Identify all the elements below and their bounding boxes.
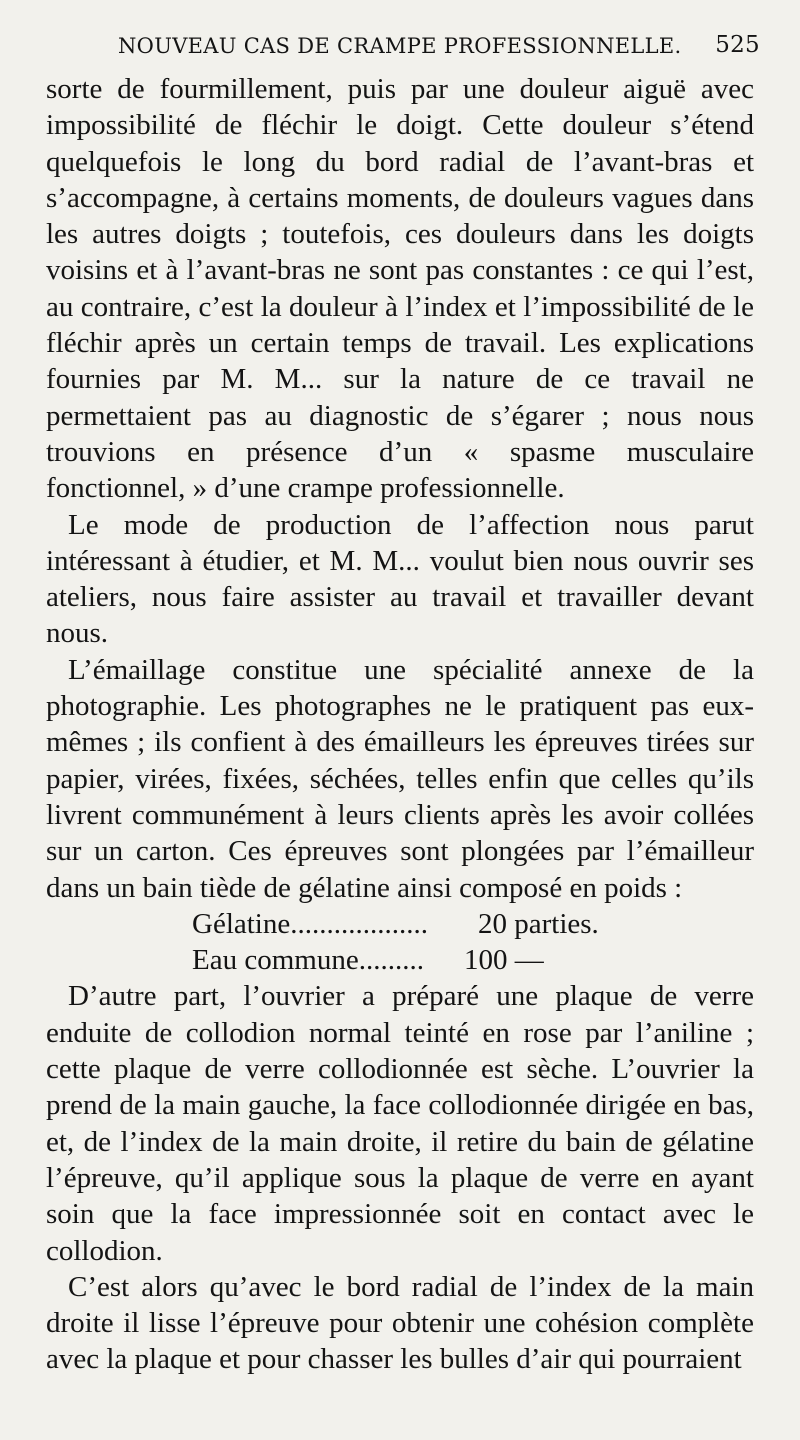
paragraph: Le mode de production de l’affection nous parut intéressant à étudier, et M. M... voulut bien nous ouvrir ses ateliers, nous faire assister au travail et travailler devant nous. xyxy=(46,508,754,650)
recipe-quantity: 100 — xyxy=(464,944,544,977)
page-header xyxy=(118,34,760,70)
body-text xyxy=(46,71,754,1378)
paragraph: sorte de fourmillement, puis par une douleur aiguë avec impossibilité de fléchir le doigt. Cette douleur s’étend quelquefois le long du bord radial de l’avant-bras et s’accompagne, à certains moments, de douleurs vagues dans les autres doigts ; toutefois, ces douleurs dans les doigts voisins et à l’avant-bras ne sont pas constantes : ce qui l’est, au contraire, c’est la douleur à l’index et l’impossibilité de le fléchir après un certain temps de travail. Les explications fournies par M. M... sur la nature de ce travail ne permettaient pas au diagnostic de s’égarer ; nous nous trouvions en présence d’un « spasme musculaire fonctionnel, » d’une crampe professionnelle. xyxy=(46,73,754,505)
running-title: NOUVEAU CAS DE CRAMPE PROFESSIONNELLE. xyxy=(118,34,682,58)
paragraph: L’émaillage constitue une spécialité annexe de la photographie. Les photographes ne le pratiquent pas eux-mêmes ; ils confient à des émailleurs les épreuves tirées sur papier, virées, fixées, séchées, telles enfin que celles qu’ils livrent communément à leurs clients après les avoir collées sur un carton. Ces épreuves sont plongées par l’émailleur dans un bain tiède de gélatine ainsi composé en poids : xyxy=(46,653,754,904)
recipe-ingredient: Eau commune......... xyxy=(192,944,424,977)
paragraph: D’autre part, l’ouvrier a préparé une plaque de verre enduite de collodion normal teinté en rose par l’aniline ; cette plaque de verre collodionnée est sèche. L’ouvrier la prend de la main gauche, la face collodionnée dirigée en bas, et, de l’index de la main droite, il retire du bain de gélatine l’épreuve, qu’il applique sous la plaque de verre en ayant soin que la face impressionnée soit en contact avec le collodion. xyxy=(46,980,754,1267)
recipe-row xyxy=(46,906,754,942)
recipe-ingredient: Gélatine................... xyxy=(192,907,428,940)
recipe-table xyxy=(46,906,754,979)
page-number: 525 xyxy=(715,32,760,58)
recipe-quantity: 20 parties. xyxy=(478,907,599,940)
paragraph: C’est alors qu’avec le bord radial de l’index de la main droite il lisse l’épreuve pour obtenir une cohésion complète avec la plaque et pour chasser les bulles d’air qui pourraient xyxy=(46,1270,754,1376)
recipe-row xyxy=(46,942,754,978)
